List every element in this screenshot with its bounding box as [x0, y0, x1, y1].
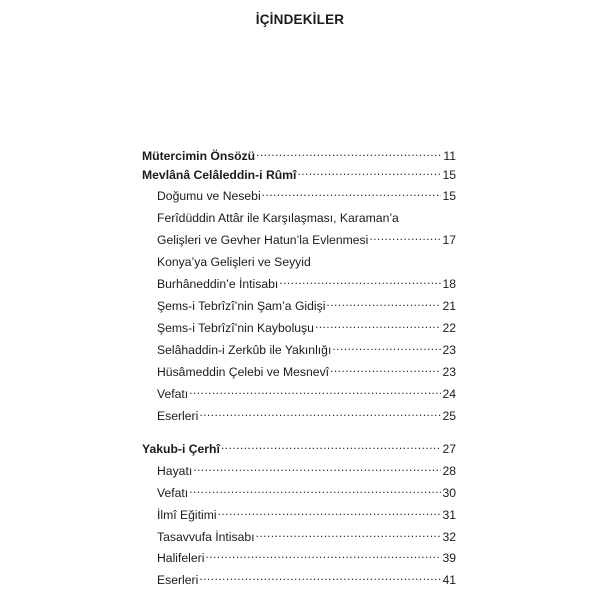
toc-entry-hayati[interactable] [157, 459, 456, 478]
toc-entry-konya-line1[interactable] [157, 250, 456, 269]
toc-entry-label: Vefatı [157, 387, 189, 401]
toc-entry-halifeleri[interactable] [157, 546, 456, 565]
toc-entry-label: Hayatı [157, 464, 193, 478]
toc-entry-dogumu[interactable] [157, 184, 456, 203]
toc-entry-label: Vefatı [157, 486, 189, 500]
dot-leader [256, 525, 442, 541]
toc-entry-label: Gelişleri ve Gevher Hatun’la Evlenmesi [157, 233, 369, 247]
dot-leader [256, 144, 442, 160]
dot-leader [262, 184, 442, 200]
dot-leader [199, 404, 441, 420]
dot-leader [193, 459, 441, 475]
toc-entry-mevlana[interactable] [142, 163, 456, 182]
toc-entry-page: 11 [443, 149, 456, 163]
dot-leader [315, 316, 442, 332]
toc-entry-feriduddin-line1[interactable] [157, 206, 456, 225]
toc-entry-label: Burhâneddin’e İntisabı [157, 277, 279, 291]
toc-entry-label: Şems-i Tebrîzî’nin Kayboluşu [157, 321, 314, 335]
toc-entry-label: Ferîdüddin Attâr ile Karşılaşması, Karaman’a [157, 211, 399, 225]
toc-entry-label: İlmî Eğitimi [157, 508, 217, 522]
toc-entry-page: 17 [442, 233, 456, 247]
toc-entry-label: Mütercimin Önsözü [142, 149, 256, 163]
toc-entry-page: 30 [442, 486, 456, 500]
toc-entry-page: 23 [442, 343, 456, 357]
dot-leader [312, 250, 455, 266]
dot-leader [205, 546, 441, 562]
toc-entry-page: 23 [442, 365, 456, 379]
dot-leader [221, 437, 442, 453]
toc-entry-label: Doğumu ve Nesebi [157, 189, 261, 203]
toc-entry-page: 32 [442, 530, 456, 544]
toc-entry-page: 39 [442, 551, 456, 565]
toc-entry-page: 31 [442, 508, 456, 522]
toc-entry-label: Hüsâmeddin Çelebi ve Mesnevî [157, 365, 330, 379]
toc-entry-vefati-1[interactable] [157, 382, 456, 401]
toc-entry-label: Tasavvufa İntisabı [157, 530, 255, 544]
toc-entry-page: 28 [442, 464, 456, 478]
toc-entry-label: Konya’ya Gelişleri ve Seyyid [157, 255, 311, 269]
toc-entry-selahaddin[interactable] [157, 338, 456, 357]
dot-leader [369, 228, 441, 244]
toc-entry-label: Selâhaddin-i Zerkûb ile Yakınlığı [157, 343, 332, 357]
toc-entry-vefati-2[interactable] [157, 481, 456, 500]
dot-leader [330, 360, 441, 376]
dot-leader [326, 294, 441, 310]
toc-entry-yakub[interactable] [142, 437, 456, 456]
toc-entry-konya-line2[interactable] [157, 272, 456, 291]
toc-entry-page: 41 [442, 573, 456, 587]
dot-leader [279, 272, 441, 288]
toc-entry-ilmi-egitimi[interactable] [157, 503, 456, 522]
toc-entry-page: 27 [442, 442, 456, 456]
toc-entry-label: Yakub-i Çerhî [142, 442, 220, 456]
toc-entry-label: Halifeleri [157, 551, 205, 565]
dot-leader [199, 568, 441, 584]
toc-entry-husameddin[interactable] [157, 360, 456, 379]
toc-entry-label: Eserleri [157, 573, 199, 587]
toc-entry-label: Mevlânâ Celâleddin-i Rûmî [142, 168, 297, 182]
toc-entry-eserleri-2[interactable] [157, 568, 456, 587]
toc-entry-mutercimin-onsozu[interactable] [142, 144, 456, 163]
dot-leader [400, 206, 455, 222]
dot-leader [189, 481, 441, 497]
toc-entry-page: 15 [442, 168, 456, 182]
toc-entry-label: Şems-i Tebrîzî’nin Şam’a Gidişi [157, 299, 326, 313]
dot-leader [189, 382, 441, 398]
toc-entry-page: 15 [442, 189, 456, 203]
toc-entry-sems-kaybolusu[interactable] [157, 316, 456, 335]
page-title: İÇİNDEKİLER [255, 12, 345, 27]
toc-entry-page: 25 [442, 409, 456, 423]
toc-entry-page: 21 [442, 299, 456, 313]
toc-entry-page: 18 [442, 277, 456, 291]
toc-entry-sems-sam[interactable] [157, 294, 456, 313]
dot-leader [332, 338, 441, 354]
toc-entry-tasavvufa[interactable] [157, 525, 456, 544]
dot-leader [218, 503, 442, 519]
toc-entry-page: 24 [442, 387, 456, 401]
toc-entry-feriduddin-line2[interactable] [157, 228, 456, 247]
toc-entry-eserleri-1[interactable] [157, 404, 456, 423]
toc-entry-page: 22 [442, 321, 456, 335]
dot-leader [297, 163, 441, 179]
toc-entry-label: Eserleri [157, 409, 199, 423]
